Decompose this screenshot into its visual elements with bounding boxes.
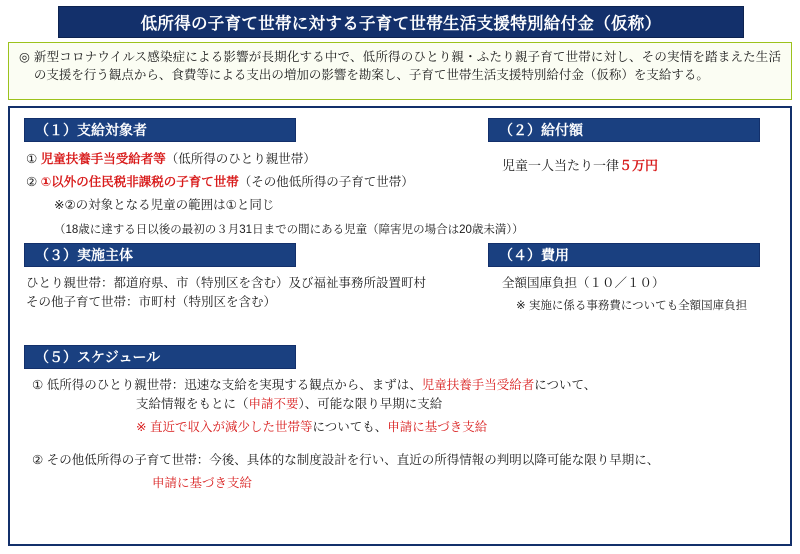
page-title-bar [58,6,744,38]
list-number: ① [26,152,38,166]
section-header-implementing-body [24,243,296,267]
cost-line-2: ※ 実施に係る事務費についても全額国庫負担 [516,300,748,312]
schedule-item-1-highlight: 児童扶養手当受給者 [421,378,535,392]
summary-box [8,42,792,100]
schedule-item-1-text-end: について、 [534,378,597,392]
schedule-item-1-line-1 [32,376,772,395]
section-5-heading: （５）スケジュール [35,349,161,365]
eligible-note-1: ※②の対象となる児童の範囲は①と同じ [54,198,275,212]
schedule-item-2-highlight: 申請に基づき支給 [152,476,253,490]
section-header-benefit-amount [488,118,760,142]
benefit-amount-prefix: 児童一人当たり一律 [502,158,620,173]
eligible-note-2: （18歳に達する日以後の最初の３月31日までの間にある児童（障害児の場合は20歳未満）） [54,224,524,236]
section-1-heading: （１）支給対象者 [35,122,147,138]
section-header-schedule [24,345,296,369]
section-2-heading: （２）給付額 [499,122,583,138]
summary-text: 新型コロナウイルス感染症による影響が長期化する中で、低所得のひとり親・ふたり親子育て世帯に対し、その実情を踏まえた生活の支援を行う観点から、食費等による支出の増加の影響を勘案し、子育て世帯生活支援特別給付金（仮称）を支給する。 [33,50,781,82]
schedule-item-1-line-2 [32,395,772,414]
note-mark-icon: ※ [136,420,147,434]
eligible-item-1 [26,150,478,169]
benefit-amount-value: ５万円 [619,158,659,173]
eligible-item-2 [26,173,478,192]
section-1-body [26,150,524,240]
implementing-body-line-2: その他子育て世帯：市町村（特別区を含む） [26,295,277,309]
schedule-item-1b-highlight: 申請不要 [248,397,299,411]
section-3-body [26,274,478,312]
schedule-item-1b-post: ）、可能な限り早期に支給 [298,397,443,411]
section-header-cost [488,243,760,267]
schedule-item-1-text: 低所得のひとり親世帯：迅速な支給を実現する観点から、まずは、 [46,378,422,392]
page-title: 低所得の子育て世帯に対する子育て世帯生活支援特別給付金（仮称） [140,15,662,33]
section-2-body [502,156,770,175]
schedule-item-2-line-1 [32,451,772,470]
schedule-item-1c-highlight-1: 直近で収入が減少した世帯等 [149,420,313,434]
list-number: ② [32,453,44,467]
section-4-heading: （４）費用 [499,247,569,263]
cost-line-1: 全額国庫負担（１０／１０） [502,276,665,290]
section-5-body [32,376,772,493]
section-3-heading: （３）実施主体 [35,247,133,263]
schedule-item-2-text: その他低所得の子育て世帯：今後、具体的な制度設計を行い、直近の所得情報の判明以降可能な限り早期に、 [46,453,660,467]
list-number: ② [26,175,38,189]
section-header-eligible-recipients [24,118,296,142]
benefit-amount-line [502,156,770,175]
eligible-item-2-rest: （その他低所得の子育て世帯） [238,175,414,189]
list-number: ① [32,378,44,392]
schedule-item-2-line-2 [32,474,772,493]
implementing-body-line-1: ひとり親世帯：都道府県、市（特別区を含む）及び福祉事務所設置町村 [26,276,427,290]
eligible-item-1-highlight: 児童扶養手当受給者等 [40,152,166,166]
bullet-mark-icon: ◎ [19,50,30,64]
content-frame [8,106,792,546]
section-4-body [502,274,782,316]
schedule-item-1b-pre: 支給情報をもとに（ [136,397,249,411]
eligible-item-2-highlight: ①以外の住民税非課税の子育て世帯 [40,175,239,189]
schedule-item-1c-mid: についても、 [312,420,388,434]
schedule-item-1-line-3 [32,418,772,437]
eligible-item-1-rest: （低所得のひとり親世帯） [165,152,316,166]
schedule-item-1c-highlight-2: 申請に基づき支給 [387,420,488,434]
